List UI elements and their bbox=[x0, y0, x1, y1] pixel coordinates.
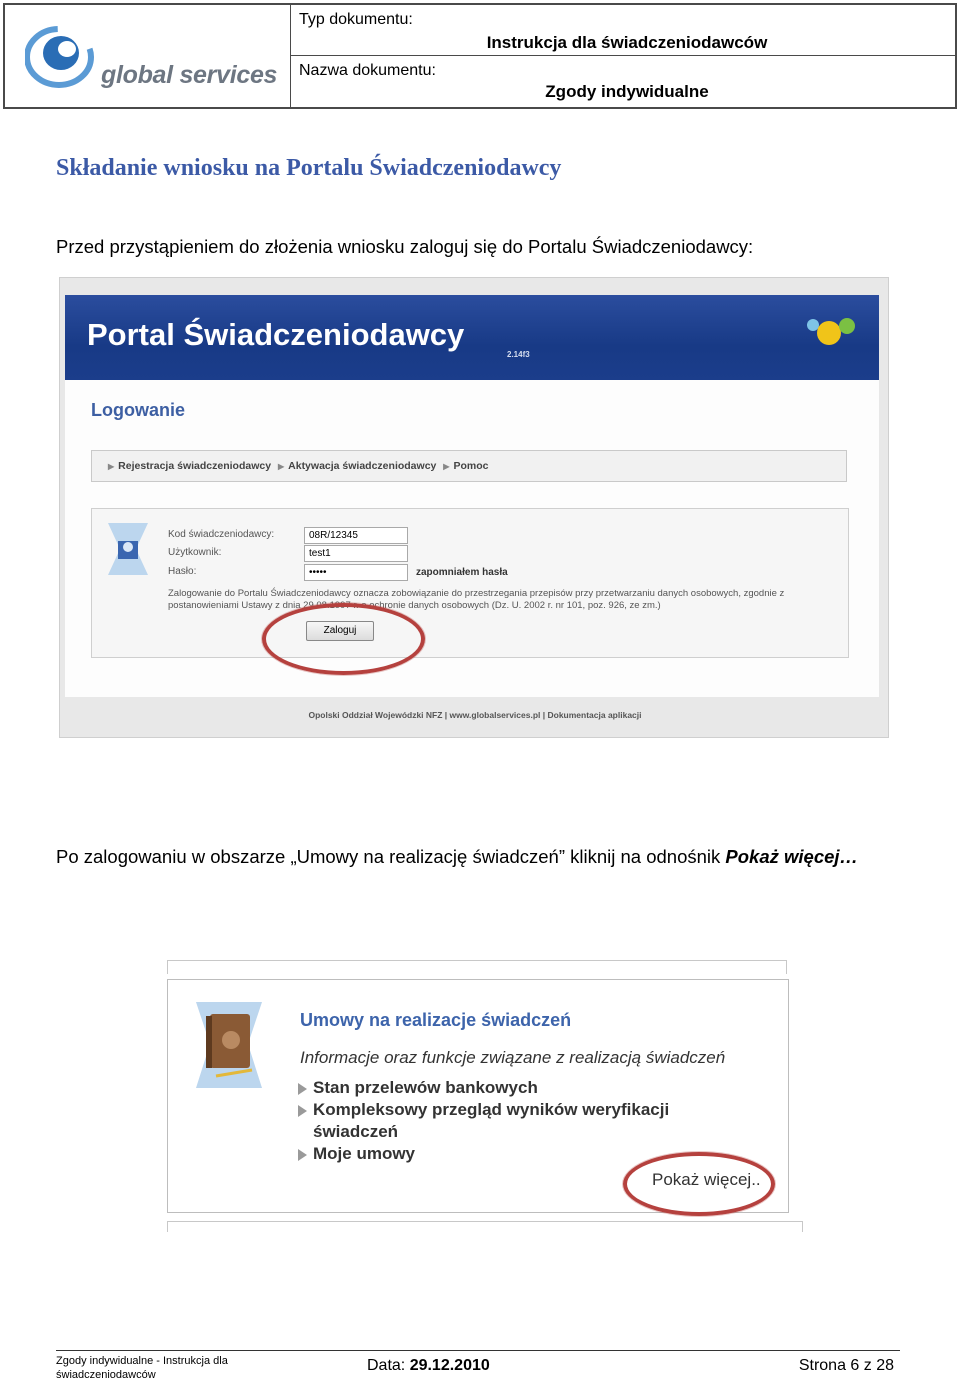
login-heading: Logowanie bbox=[91, 400, 185, 420]
login-button[interactable]: Zaloguj bbox=[306, 621, 374, 641]
highlight-ring bbox=[262, 603, 425, 675]
password-input[interactable]: ••••• bbox=[304, 564, 408, 581]
doc-name-value: Zgody indywidualne bbox=[545, 82, 709, 101]
privacy-notice: Zalogowanie do Portalu Świadczeniodawcy oznacza zobowiązanie do przestrzegania przepisów przy przetwarzaniu danych osobowych, zgodnie z postanowieniami Ustawy z dnia 29.08.1997 r. o ochronie danych osobowych (Dz. U. 2002 r. nr 101, poz. 926, ze zm.) bbox=[168, 588, 785, 611]
page-footer bbox=[56, 1350, 900, 1381]
provider-code-label: Kod świadczeniodawcy: bbox=[168, 529, 275, 540]
arrow-icon: ▶ bbox=[108, 462, 115, 471]
logo-text: global services bbox=[101, 61, 278, 89]
login-screenshot bbox=[59, 277, 889, 738]
breadcrumb-register[interactable]: Rejestracja świadczeniodawcy bbox=[118, 460, 272, 472]
show-more-emphasis: Pokaż więcej… bbox=[725, 846, 859, 867]
global-services-logo-icon bbox=[25, 23, 97, 91]
section-title: Składanie wniosku na Portalu Świadczeniodawcy bbox=[56, 155, 562, 181]
footer-date-label: Data: bbox=[367, 1357, 410, 1374]
arrow-icon bbox=[298, 1105, 307, 1117]
breadcrumb bbox=[91, 450, 847, 482]
show-more-link[interactable]: Pokaż więcej.. bbox=[652, 1170, 761, 1189]
login-user-icon bbox=[106, 521, 150, 577]
password-label: Hasło: bbox=[168, 566, 197, 577]
menu-item-label: Kompleksowy przegląd wyników weryfikacji świadczeń bbox=[313, 1100, 670, 1141]
portal-version: 2.14f3 bbox=[507, 350, 530, 359]
contracts-panel bbox=[167, 979, 789, 1213]
contracts-title: Umowy na realizacje świadczeń bbox=[300, 1010, 572, 1030]
contracts-subtitle: Informacje oraz funkcje związane z realizacją świadczeń bbox=[300, 1048, 726, 1067]
frame-bottom bbox=[167, 1221, 803, 1232]
username-input[interactable]: test1 bbox=[304, 545, 408, 562]
portal-title: Portal Świadczeniodawcy bbox=[87, 317, 465, 352]
menu-item-label: Stan przelewów bankowych bbox=[313, 1078, 538, 1097]
contracts-screenshot bbox=[167, 960, 807, 1232]
book-icon bbox=[194, 1000, 264, 1092]
doc-type-label: Typ dokumentu: bbox=[299, 11, 413, 28]
footer-date bbox=[367, 1357, 490, 1375]
arrow-icon bbox=[298, 1083, 307, 1095]
menu-item-bank-transfers[interactable] bbox=[298, 1077, 718, 1099]
arrow-icon bbox=[298, 1149, 307, 1161]
instruction-paragraph bbox=[56, 842, 894, 872]
instruction-text: Po zalogowaniu w obszarze „Umowy na realizację świadczeń” kliknij na odnośnik bbox=[56, 846, 726, 867]
footer-document-name: Zgody indywidualne - Instrukcja dla świadczeniodawców bbox=[56, 1355, 228, 1381]
arrow-icon: ▶ bbox=[443, 462, 450, 471]
doc-type-value: Instrukcja dla świadczeniodawców bbox=[486, 33, 768, 52]
intro-paragraph: Przed przystąpieniem do złożenia wniosku zaloguj się do Portalu Świadczeniodawcy: bbox=[56, 236, 754, 257]
menu-item-label: Moje umowy bbox=[313, 1144, 416, 1163]
menu-item-verification-review[interactable] bbox=[298, 1099, 718, 1143]
username-label: Użytkownik: bbox=[168, 547, 222, 558]
breadcrumb-help[interactable]: Pomoc bbox=[453, 460, 489, 472]
contracts-menu bbox=[298, 1077, 718, 1165]
portal-balls-icon bbox=[801, 313, 861, 353]
breadcrumb-activate[interactable]: Aktywacja świadczeniodawcy bbox=[288, 460, 437, 472]
footer-page-number: Strona 6 z 28 bbox=[798, 1357, 894, 1374]
doc-name-label: Nazwa dokumentu: bbox=[299, 62, 436, 79]
provider-code-input[interactable]: 08R/12345 bbox=[304, 527, 408, 544]
arrow-icon: ▶ bbox=[277, 462, 285, 471]
doc-name-row bbox=[291, 56, 955, 107]
footer-date-value: 29.12.2010 bbox=[409, 1357, 490, 1374]
login-page-body bbox=[65, 380, 879, 697]
frame-top bbox=[167, 960, 787, 974]
forgot-password-link[interactable]: zapomniałem hasła bbox=[416, 567, 508, 578]
doc-type-row bbox=[291, 5, 955, 56]
highlight-ring bbox=[623, 1152, 775, 1216]
portal-banner bbox=[65, 295, 879, 380]
portal-footer: Opolski Oddział Wojewódzki NFZ | www.globalservices.pl | Dokumentacja aplikacji bbox=[308, 710, 642, 720]
document-header bbox=[3, 3, 957, 109]
logo-cell bbox=[5, 5, 291, 107]
login-form bbox=[91, 508, 849, 658]
